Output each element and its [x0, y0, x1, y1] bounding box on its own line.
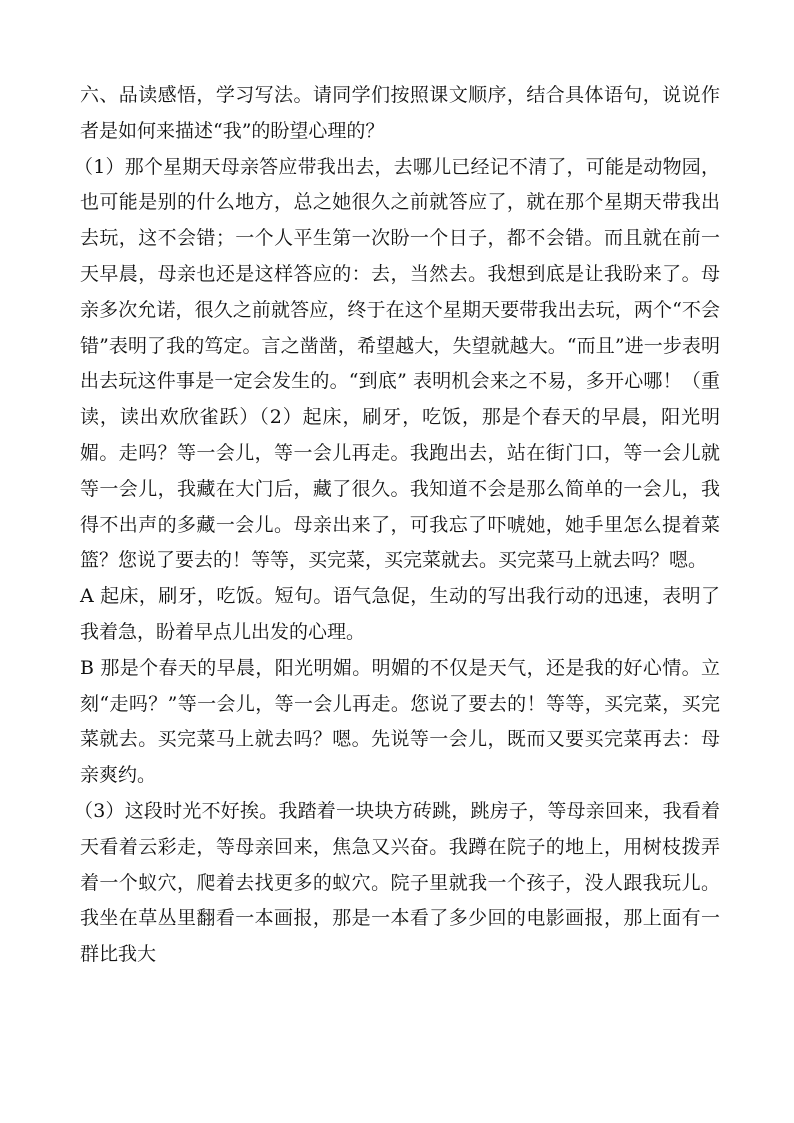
paragraph-b: B 那是个春天的早晨，阳光明媚。明媚的不仅是天气，还是我的好心情。立刻“走吗？”等一会儿，等一会儿再走。您说了要去的！等等，买完菜，买完菜就去。买完菜马上就去吗？嗯。先说等一会儿，既而又要买完菜再去：母亲爽约。: [80, 656, 720, 787]
paragraph-a: A 起床，刷牙，吃饭。短句。语气急促，生动的写出我行动的迅速，表明了我着急，盼着早点儿出发的心理。: [80, 585, 720, 643]
paragraph-1: （1）那个星期天母亲答应带我出去，去哪儿已经记不清了，可能是动物园，也可能是别的什么地方，总之她很久之前就答应了，就在那个星期天带我出去玩，这不会错；一个人平生第一次盼一个日子，都不会错。而且就在前一天早晨，母亲也还是这样答应的：去，当然去。我想到底是让我盼来了。母亲多次允诺，很久之前就答应，终于在这个星期天要带我出去玩，两个“不会错”表明了我的笃定。言之凿凿，希望越大，失望就越大。“而且”进一步表明出去玩这件事是一定会发生的。“到底” 表明机会来之不易，多开心哪！（重读，读出欢欣雀跃）（2）起床，刷牙，吃饭，那是个春天的早晨，阳光明媚。走吗？等一会儿，等一会儿再走。我跑出去，站在街门口，等一会儿就等一会儿，我藏在大门后，藏了很久。我知道不会是那么简单的一会儿，我得不出声的多藏一会儿。母亲出来了，可我忘了吓唬她，她手里怎么提着菜篮？您说了要去的！等等，买完菜，买完菜就去。买完菜马上就去吗？嗯。: [74, 155, 720, 572]
question-heading: 六、品读感悟，学习写法。请同学们按照课文顺序，结合具体语句，说说作者是如何来描述“我”的盼望心理的？: [80, 84, 720, 142]
document-body: [74, 78, 720, 973]
paragraph-3: （3）这段时光不好挨。我踏着一块块方砖跳，跳房子，等母亲回来，我看着天看着云彩走，等母亲回来，焦急又兴奋。我蹲在院子的地上，用树枝拨弄着一个蚁穴，爬着去找更多的蚁穴。院子里就我一个孩子，没人跟我玩儿。我坐在草丛里翻看一本画报，那是一本看了多少回的电影画报，那上面有一群比我大: [74, 799, 720, 966]
